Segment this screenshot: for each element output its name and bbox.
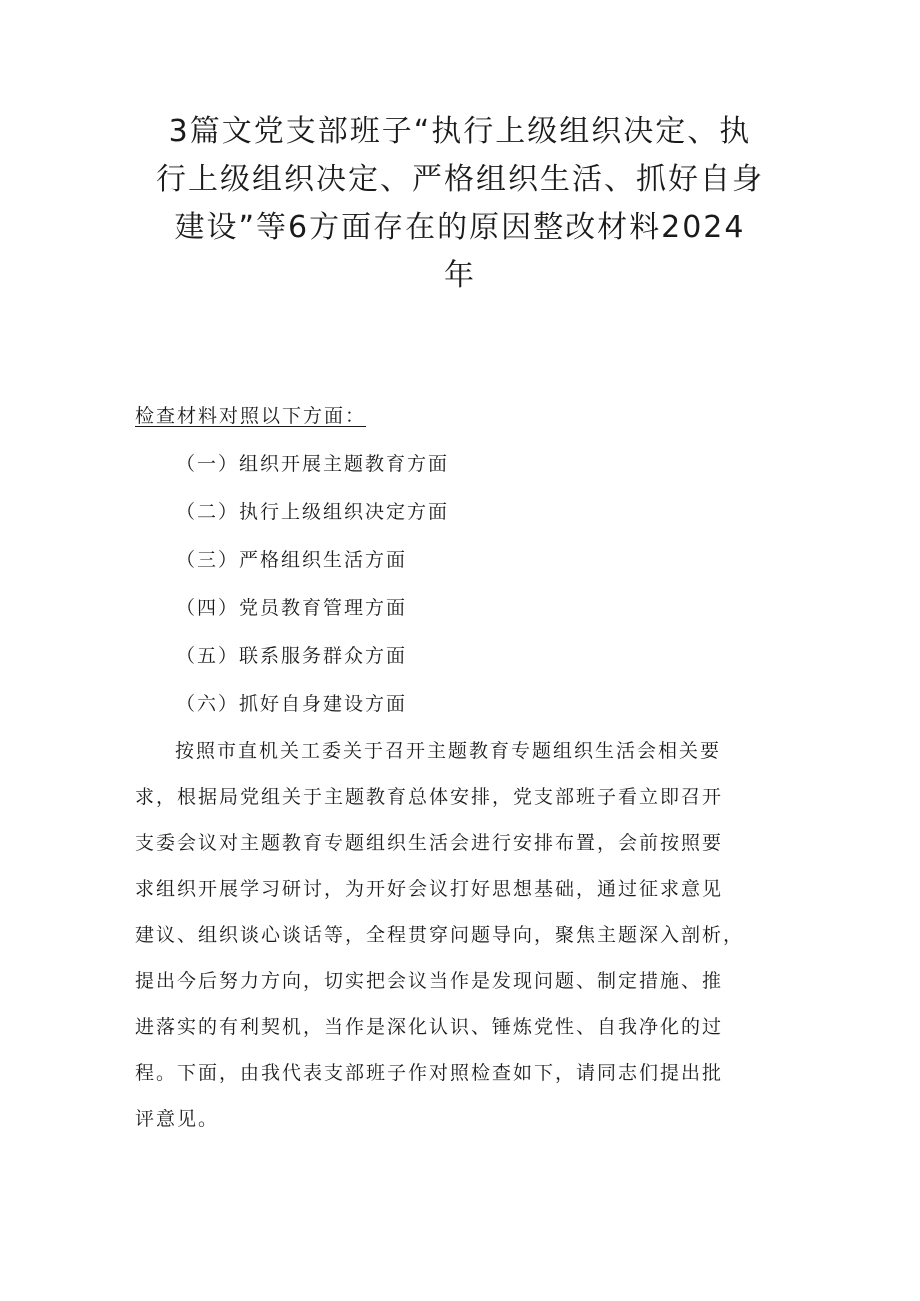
- title-line: 建设”等6方面存在的原因整改材料2024: [174, 210, 746, 245]
- aspect-item: （二）执行上级组织决定方面: [176, 501, 450, 523]
- aspect-item: （五）联系服务群众方面: [176, 645, 408, 667]
- paragraph-line: 求，根据局党组关于主题教育总体安排，党支部班子看立即召开: [135, 786, 724, 808]
- paragraph-line: 按照市直机关工委关于召开主题教育专题组织生活会相关要: [175, 740, 722, 762]
- title-line: 年: [444, 258, 476, 293]
- aspect-item: （六）抓好自身建设方面: [176, 693, 408, 715]
- aspect-list: [176, 449, 449, 737]
- title-line: 3篇文党支部班子“执行上级组织决定、执: [168, 114, 752, 149]
- paragraph-line: 评意见。: [135, 1108, 220, 1130]
- body-paragraph: [135, 734, 815, 1148]
- paragraph-line: 提出今后努力方向，切实把会议当作是发现问题、制定措施、推: [135, 970, 724, 992]
- section-heading: 检查材料对照以下方面：: [135, 405, 367, 427]
- aspect-item: （四）党员教育管理方面: [176, 597, 408, 619]
- paragraph-line: 进落实的有利契机，当作是深化认识、锤炼党性、自我净化的过: [135, 1016, 724, 1038]
- title-line: 行上级组织决定、严格组织生活、抓好自身: [156, 162, 764, 197]
- paragraph-line: 程。下面，由我代表支部班子作对照检查如下，请同志们提出批: [135, 1062, 724, 1084]
- aspect-item: （三）严格组织生活方面: [176, 549, 408, 571]
- paragraph-line: 建议、组织谈心谈话等，全程贯穿问题导向，聚焦主题深入剖析，: [135, 924, 745, 946]
- document-title: [130, 108, 790, 300]
- paragraph-line: 求组织开展学习研讨，为开好会议打好思想基础，通过征求意见: [135, 878, 724, 900]
- paragraph-line: 支委会议对主题教育专题组织生活会进行安排布置，会前按照要: [135, 832, 724, 854]
- aspect-item: （一）组织开展主题教育方面: [176, 453, 450, 475]
